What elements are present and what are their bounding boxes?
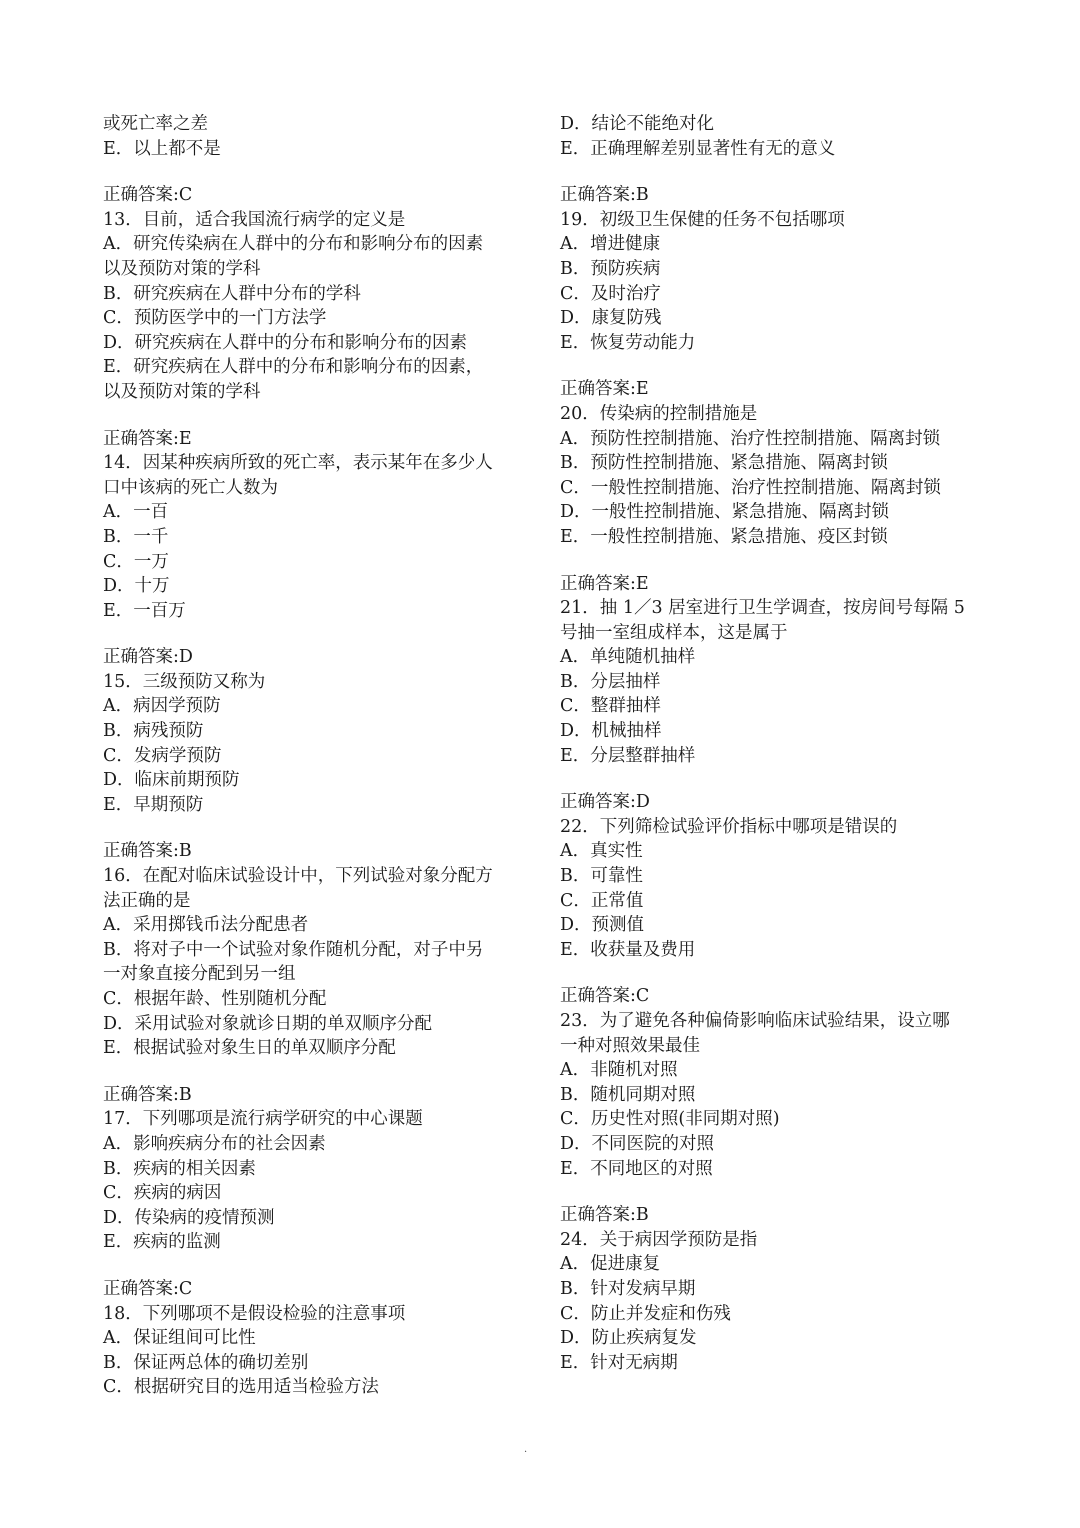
question-line: 16．在配对临床试验设计中，下列试验对象分配方 xyxy=(103,866,493,887)
question-line: 14．因某种疾病所致的死亡率，表示某年在多少人 xyxy=(103,453,493,474)
option-line: C．根据年龄、性别随机分配 xyxy=(103,989,327,1009)
option-line: D．传染病的疫情预测 xyxy=(103,1207,275,1228)
answer-line: 正确答案:C xyxy=(103,185,193,206)
question-line: 23．为了避免各种偏倚影响临床试验结果，设立哪 xyxy=(560,1011,950,1031)
option-line: E．以上都不是 xyxy=(103,138,221,159)
text-line: 口中该病的死亡人数为 xyxy=(103,477,278,498)
option-line: E．疾病的监测 xyxy=(103,1232,221,1253)
option-line: E．收获量及费用 xyxy=(560,939,696,960)
section-gap xyxy=(560,1181,990,1203)
option-line: A．非随机对照 xyxy=(560,1060,678,1081)
question-line: 18．下列哪项不是假设检验的注意事项 xyxy=(103,1303,406,1324)
section-gap xyxy=(560,550,990,572)
option-line: D．十万 xyxy=(103,576,170,597)
answer-line: 正确答案:B xyxy=(103,841,192,862)
option-line: D．研究疾病在人群中的分布和影响分布的因素 xyxy=(103,332,468,353)
option-line: A．单纯随机抽样 xyxy=(560,647,696,668)
section-gap xyxy=(560,161,990,183)
option-line: B．保证两总体的确切差别 xyxy=(103,1352,309,1373)
section-gap xyxy=(103,817,528,839)
section-gap xyxy=(560,962,990,984)
option-line: E．一百万 xyxy=(103,600,186,621)
text-line: 一种对照效果最佳 xyxy=(560,1035,700,1056)
section-gap xyxy=(103,623,528,645)
option-line: A．促进康复 xyxy=(560,1254,661,1275)
option-line: B．研究疾病在人群中分布的学科 xyxy=(103,283,361,304)
left-column xyxy=(103,112,528,1400)
option-line: E．针对无病期 xyxy=(560,1352,678,1373)
option-line: C．防止并发症和伤残 xyxy=(560,1303,731,1324)
option-line: B．一千 xyxy=(103,526,169,547)
question-line: 21．抽 1／3 居室进行卫生学调查，按房间号每隔 5 xyxy=(560,598,965,619)
option-line: A．真实性 xyxy=(560,841,643,862)
option-line: B．可靠性 xyxy=(560,866,643,887)
option-line: D．采用试验对象就诊日期的单双顺序分配 xyxy=(103,1013,433,1034)
option-line: B．针对发病早期 xyxy=(560,1278,696,1299)
section-gap xyxy=(560,768,990,790)
option-line: A．一百 xyxy=(103,502,169,523)
option-line: E．早期预防 xyxy=(103,794,204,815)
option-line: E．分层整群抽样 xyxy=(560,745,696,766)
text-line: 号抽一室组成样本，这是属于 xyxy=(560,622,788,643)
question-line: 15．三级预防又称为 xyxy=(103,671,266,692)
option-line: D．预测值 xyxy=(560,915,645,936)
option-line: A．影响疾病分布的社会因素 xyxy=(103,1133,326,1154)
option-line: E．恢复劳动能力 xyxy=(560,332,696,353)
option-line: C．及时治疗 xyxy=(560,283,661,304)
option-line: B．随机同期对照 xyxy=(560,1084,696,1105)
option-line: D．不同医院的对照 xyxy=(560,1133,715,1154)
text-line: 一对象直接分配到另一组 xyxy=(103,964,296,985)
text-line: 或死亡率之差 xyxy=(103,114,208,134)
answer-line: 正确答案:D xyxy=(560,792,650,813)
option-line: C．正常值 xyxy=(560,890,644,911)
question-line: 20．传染病的控制措施是 xyxy=(560,403,758,424)
question-line: 17．下列哪项是流行病学研究的中心课题 xyxy=(103,1109,423,1130)
option-line: C．根据研究目的选用适当检验方法 xyxy=(103,1377,379,1398)
option-line: C．历史性对照(非同期对照) xyxy=(560,1109,780,1130)
page-footer-mark: · xyxy=(524,1447,528,1458)
answer-line: 正确答案:B xyxy=(560,185,649,206)
question-line: 24．关于病因学预防是指 xyxy=(560,1229,758,1250)
option-line: D．临床前期预防 xyxy=(103,770,240,791)
option-line: E．一般性控制措施、紧急措施、疫区封锁 xyxy=(560,526,888,547)
answer-line: 正确答案:B xyxy=(560,1205,649,1226)
option-line: D．一般性控制措施、紧急措施、隔离封锁 xyxy=(560,502,890,523)
answer-line: 正确答案:C xyxy=(560,986,650,1007)
text-line: 法正确的是 xyxy=(103,890,191,911)
option-line: B．疾病的相关因素 xyxy=(103,1158,256,1179)
option-line: C．疾病的病因 xyxy=(103,1183,222,1204)
option-line: D．结论不能绝对化 xyxy=(560,114,715,134)
section-gap xyxy=(103,161,528,183)
answer-line: 正确答案:E xyxy=(560,573,649,594)
section-gap xyxy=(103,405,528,427)
answer-line: 正确答案:C xyxy=(103,1278,193,1299)
question-line: 19．初级卫生保健的任务不包括哪项 xyxy=(560,209,845,230)
answer-line: 正确答案:E xyxy=(103,428,192,449)
option-line: B．病残预防 xyxy=(103,721,204,742)
option-line: C．一般性控制措施、治疗性控制措施、隔离封锁 xyxy=(560,477,941,498)
option-line: A．保证组间可比性 xyxy=(103,1328,256,1349)
option-line: E．研究疾病在人群中的分布和影响分布的因素， xyxy=(103,357,484,378)
option-line: E．不同地区的对照 xyxy=(560,1158,713,1179)
section-gap xyxy=(560,355,990,377)
option-line: B．预防性控制措施、紧急措施、隔离封锁 xyxy=(560,453,888,474)
question-line: 13．目前，适合我国流行病学的定义是 xyxy=(103,209,406,230)
option-line: C．一万 xyxy=(103,551,169,572)
answer-line: 正确答案:D xyxy=(103,647,193,668)
option-line: E．根据试验对象生日的单双顺序分配 xyxy=(103,1038,396,1059)
option-line: C．整群抽样 xyxy=(560,696,661,717)
option-line: D．防止疾病复发 xyxy=(560,1328,697,1349)
text-line: 以及预防对策的学科 xyxy=(103,381,261,402)
option-line: D．机械抽样 xyxy=(560,721,662,742)
right-column xyxy=(560,112,990,1375)
answer-line: 正确答案:B xyxy=(103,1084,192,1105)
text-line: 以及预防对策的学科 xyxy=(103,258,261,279)
question-line: 22．下列筛检试验评价指标中哪项是错误的 xyxy=(560,816,898,837)
option-line: A．增进健康 xyxy=(560,234,661,255)
answer-line: 正确答案:E xyxy=(560,379,649,400)
option-line: B．分层抽样 xyxy=(560,671,661,692)
option-line: C．预防医学中的一门方法学 xyxy=(103,308,327,329)
option-line: B．将对子中一个试验对象作随机分配，对子中另 xyxy=(103,939,484,960)
option-line: B．预防疾病 xyxy=(560,258,661,279)
option-line: A．研究传染病在人群中的分布和影响分布的因素 xyxy=(103,234,484,255)
option-line: A．采用掷钱币法分配患者 xyxy=(103,915,309,936)
option-line: C．发病学预防 xyxy=(103,745,222,766)
option-line: D．康复防残 xyxy=(560,308,662,329)
option-line: A．病因学预防 xyxy=(103,696,221,717)
option-line: A．预防性控制措施、治疗性控制措施、隔离封锁 xyxy=(560,428,941,449)
option-line: E．正确理解差别显著性有无的意义 xyxy=(560,138,836,159)
section-gap xyxy=(103,1061,528,1083)
section-gap xyxy=(103,1255,528,1277)
